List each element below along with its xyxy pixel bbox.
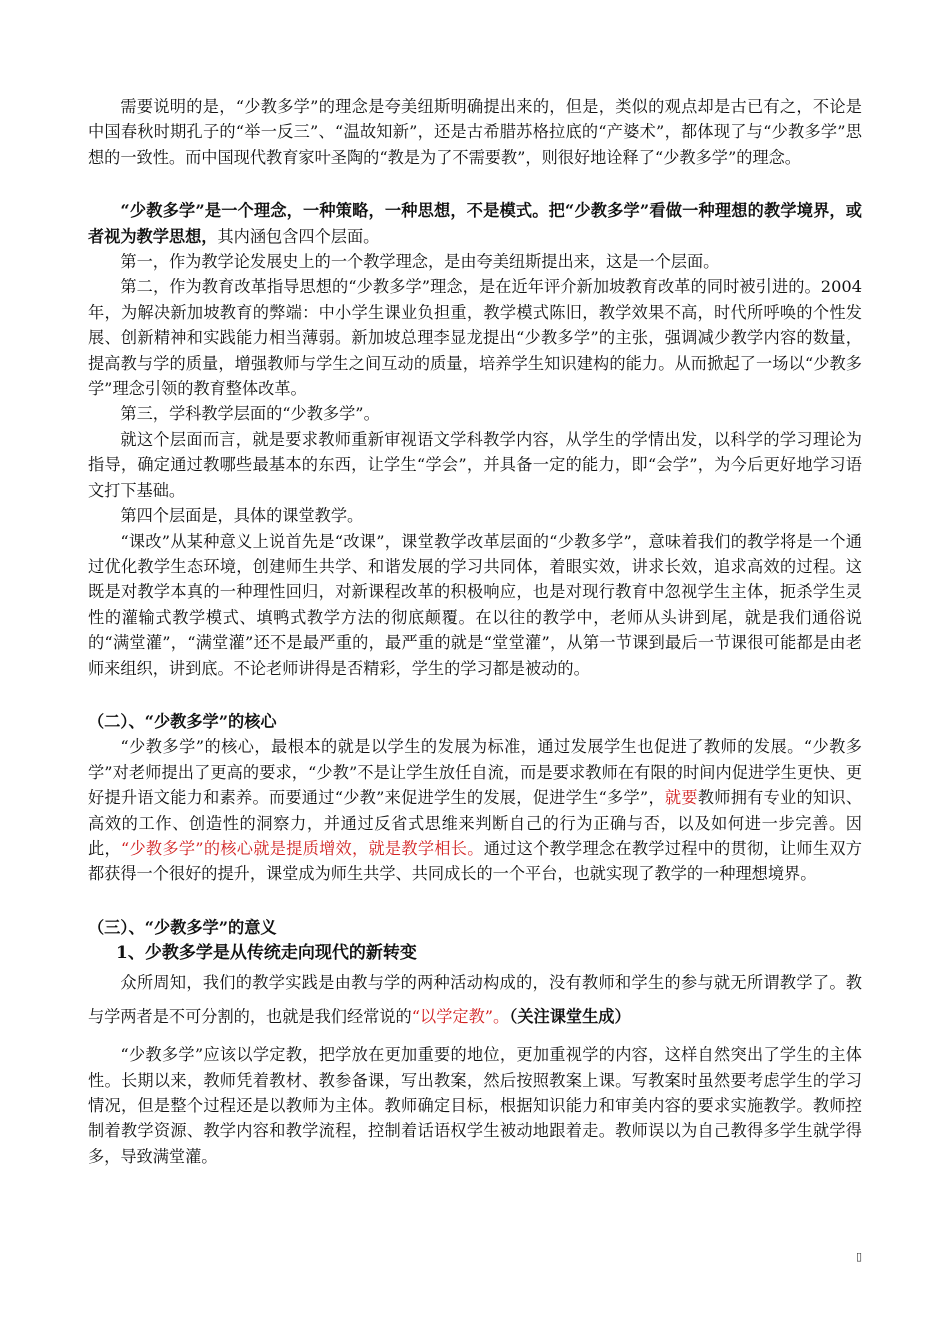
spacer [88,170,862,198]
spacer [88,681,862,709]
paragraph-concept [88,198,862,249]
concept-bold-text: “少教多学”是一个理念，一种策略，一种思想，不是模式。把“少教多学”看做一种理想的教学境界，或者视为教学思想， [88,201,862,246]
paragraph-meaning [88,966,862,1034]
meaning-text: 众所周知，我们的教学实践是由教与学的两种活动构成的，没有教师和学生的参与就无所谓教学了。教与学两者是不可分割的，也就是我们经常说的 [88,973,862,1027]
paragraph-teaching: “少教多学”应该以学定教，把学放在更加重要的地位，更加重视学的内容，这样自然突出了学生的主体性。长期以来，教师凭着教材、教参备课，写出教案，然后按照教案上课。写教案时虽然要考虑学生的学习情况，但是整个过程还是以教师为主体。教师确定目标，根据知识能力和审美内容的要求实施教学。教师控制着教学资源、教学内容和教学流程，控制着话语权学生被动地跟着走。教师误以为自己教得多学生就学得多，导致满堂灌。 [88,1045,862,1166]
section-heading-meaning: （三）、“少教多学”的意义 [88,917,277,937]
paragraph-level-4-detail: “课改”从某种意义上说首先是“改课”，课堂教学改革层面的“少教多学”，意味着我们的教学将是一个通过优化教学生态环境，创建师生共学、和谐发展的学习共同体，着眼实效，讲求长效，追求高效的过程。这既是对教学本真的一种理性回归，对新课程改革的积极响应，也是对现行教育中忽视学生主体，扼杀学生灵性的灌输式教学模式、填鸭式教学方法的彻底颠覆。在以往的教学中，老师从头讲到尾，就是我们通俗说的“满堂灌”，“满堂灌”还不是最严重的，最严重的就是“堂堂灌”，从第一节课到最后一节课很可能都是由老师来组织，讲到底。不论老师讲得是否精彩，学生的学习都是被动的。 [88,531,862,678]
paragraph-level-1: 第一，作为教学论发展史上的一个教学理念，是由夸美纽斯提出来，这是一个层面。 [120,252,720,272]
core-text-b: 教师拥有专业的知识、高效的工作、创造性的洞察力，并通过反省式思维来判断自己的行为正确与否，以及如何进一步完善。因此， [88,788,863,858]
paragraph-intro: 需要说明的是，“少教多学”的理念是夸美纽斯明确提出来的，但是，类似的观点却是古已有之，不论是中国春秋时期孔子的“举一反三”、“温故知新”，还是古希腊苏格拉底的“产婆术”，都体现了与“少教多学”思想的一致性。而中国现代教育家叶圣陶的“教是为了不需要教”，则很好地诠释了“少教多学”的理念。 [88,97,862,167]
paragraph-core [88,734,862,886]
paragraph-level-4: 第四个层面是，具体的课堂教学。 [120,506,364,526]
core-red-text-2: “少教多学”的核心就是提质增效，就是教学相长。 [120,838,484,858]
concept-rest-text: 其内涵包含四个层面。 [217,226,380,246]
core-text-a: “少教多学”的核心，最根本的就是以学生的发展为标准，通过发展学生也促进了教师的发展。“少教多学”对老师提出了更高的要求，“少教”不是让学生放任自流，而是要求教师在有限的时间内促进学生更快、更好提升语文能力和素养。而要通过“少教”来促进学生的发展，促进学生“多学”， [88,737,862,808]
paragraph-level-3-detail: 就这个层面而言，就是要求教师重新审视语文学科教学内容，从学生的学情出发，以科学的学习理论为指导，确定通过教哪些最基本的东西，让学生“学会”，并具备一定的能力，即“会学”，为今后更好地学习语文打下基础。 [88,429,862,500]
core-red-text-1: 就要 [664,788,698,808]
page-number: ▯ [855,1250,862,1263]
paragraph-level-3: 第三，学科教学层面的“少教多学”。 [120,404,380,424]
spacer [88,887,862,915]
document-body [88,94,862,1169]
subsection-heading: 1、少教多学是从传统走向现代的新转变 [116,943,417,964]
meaning-bold-text: （关注课堂生成） [509,1007,631,1027]
section-heading-core: （二）、“少教多学”的核心 [88,711,277,731]
paragraph-level-2: 第二，作为教育改革指导思想的“少教多学”理念，是在近年评介新加坡教育改革的同时被引进的。2004年，为解决新加坡教育的弊端：中小学生课业负担重，教学模式陈旧，教学效果不高，时代所呼唤的个性发展、创新精神和实践能力相当薄弱。新加坡总理李显龙提出“少教多学”的主张，强调减少教学内容的数量，提高教与学的质量，增强教师与学生之间互动的质量，培养学生知识建构的能力。从而掀起了一场以“少教多学”理念引领的教育整体改革。 [88,277,862,399]
meaning-red-text: “以学定教”。 [411,1007,510,1027]
spacer [88,1034,862,1042]
core-text-c: 通过这个教学理念在教学过程中的贯彻，让师生双方都获得一个很好的提升，课堂成为师生共学、共同成长的一个平台，也就实现了教学的一种理想境界。 [88,838,862,884]
